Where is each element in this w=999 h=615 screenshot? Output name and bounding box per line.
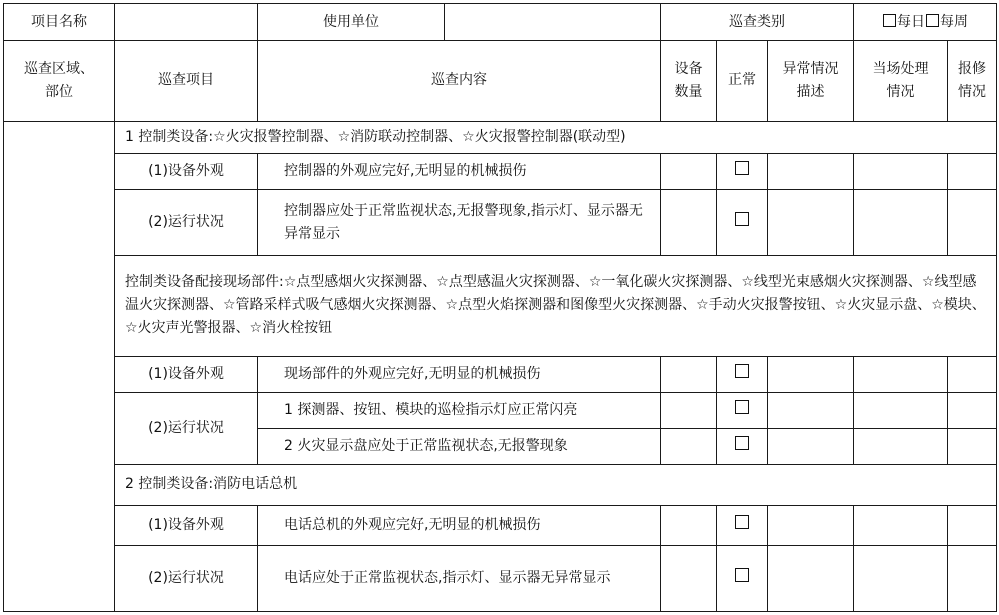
inspection-type-label: 巡查类别 (661, 4, 854, 41)
table-row (4, 356, 997, 392)
normal-checkbox[interactable] (735, 364, 749, 378)
repair-cell[interactable] (948, 505, 997, 545)
device-count-cell[interactable] (661, 392, 717, 428)
section-3-title: 2 控制类设备:消防电话总机 (115, 464, 997, 505)
col-content-header: 巡查内容 (258, 41, 661, 122)
table-row (4, 392, 997, 428)
abnormal-cell[interactable] (768, 392, 854, 428)
abnormal-cell[interactable] (768, 154, 854, 190)
content-text: 电话应处于正常监视状态,指示灯、显示器无异常显示 (258, 546, 661, 612)
content-text: 1 探测器、按钮、模块的巡检指示灯应正常闪亮 (258, 392, 661, 428)
project-name-label: 项目名称 (4, 4, 115, 41)
handling-cell[interactable] (854, 190, 948, 256)
normal-checkbox[interactable] (735, 161, 749, 175)
inspection-form-table (3, 3, 997, 612)
section-title-row (4, 464, 997, 505)
item-label: (2)运行状况 (115, 546, 258, 612)
abnormal-cell[interactable] (768, 546, 854, 612)
col-normal-header: 正常 (717, 41, 768, 122)
weekly-label: 每周 (940, 13, 968, 30)
device-count-cell[interactable] (661, 356, 717, 392)
col-abnormal-header: 异常情况描述 (768, 41, 854, 122)
column-header-row (4, 41, 997, 122)
item-label: (1)设备外观 (115, 154, 258, 190)
repair-cell[interactable] (948, 190, 997, 256)
col-handling-header: 当场处理情况 (854, 41, 948, 122)
area-cell[interactable] (4, 121, 115, 611)
device-count-cell[interactable] (661, 546, 717, 612)
section-title-row (4, 256, 997, 357)
section-title-row (4, 121, 997, 154)
item-label: (2)运行状况 (115, 392, 258, 464)
project-name-value[interactable] (115, 4, 258, 41)
inspection-type-options (854, 4, 997, 41)
content-text: 控制器应处于正常监视状态,无报警现象,指示灯、显示器无异常显示 (258, 190, 661, 256)
section-2-title: 控制类设备配接现场部件:☆点型感烟火灾探测器、☆点型感温火灾探测器、☆一氧化碳火灾探测器、☆线型光束感烟火灾探测器、☆线型感温火灾探测器、☆管路采样式吸气感烟火灾探测器、☆点型火焰探测器和图像型火灾探测器、☆手动火灾报警按钮、☆火灾显示盘、☆模块、☆火灾声光警报器、☆消火栓按钮 (115, 256, 997, 357)
content-text: 2 火灾显示盘应处于正常监视状态,无报警现象 (258, 428, 661, 464)
col-repair-header: 报修情况 (948, 41, 997, 122)
repair-cell[interactable] (948, 546, 997, 612)
handling-cell[interactable] (854, 356, 948, 392)
normal-checkbox[interactable] (735, 515, 749, 529)
item-label: (2)运行状况 (115, 190, 258, 256)
user-unit-value[interactable] (445, 4, 661, 41)
table-row (4, 546, 997, 612)
table-row (4, 505, 997, 545)
normal-cell (717, 154, 768, 190)
normal-cell (717, 356, 768, 392)
daily-label: 每日 (897, 13, 925, 30)
daily-checkbox[interactable] (883, 14, 896, 27)
normal-cell (717, 392, 768, 428)
normal-checkbox[interactable] (735, 436, 749, 450)
normal-checkbox[interactable] (735, 400, 749, 414)
normal-cell (717, 428, 768, 464)
device-count-cell[interactable] (661, 428, 717, 464)
table-row (4, 190, 997, 256)
repair-cell[interactable] (948, 154, 997, 190)
handling-cell[interactable] (854, 428, 948, 464)
abnormal-cell[interactable] (768, 428, 854, 464)
handling-cell[interactable] (854, 392, 948, 428)
normal-cell (717, 505, 768, 545)
col-area-header: 巡查区域、部位 (4, 41, 115, 122)
item-label: (1)设备外观 (115, 356, 258, 392)
abnormal-cell[interactable] (768, 505, 854, 545)
user-unit-label: 使用单位 (258, 4, 445, 41)
abnormal-cell[interactable] (768, 190, 854, 256)
content-text: 控制器的外观应完好,无明显的机械损伤 (258, 154, 661, 190)
item-label: (1)设备外观 (115, 505, 258, 545)
normal-checkbox[interactable] (735, 212, 749, 226)
col-device-count-header: 设备数量 (661, 41, 717, 122)
repair-cell[interactable] (948, 392, 997, 428)
table-row (4, 154, 997, 190)
form-header-row (4, 4, 997, 41)
normal-cell (717, 546, 768, 612)
handling-cell[interactable] (854, 154, 948, 190)
repair-cell[interactable] (948, 356, 997, 392)
weekly-checkbox[interactable] (926, 14, 939, 27)
handling-cell[interactable] (854, 505, 948, 545)
content-text: 电话总机的外观应完好,无明显的机械损伤 (258, 505, 661, 545)
handling-cell[interactable] (854, 546, 948, 612)
device-count-cell[interactable] (661, 154, 717, 190)
section-1-title: 1 控制类设备:☆火灾报警控制器、☆消防联动控制器、☆火灾报警控制器(联动型) (115, 121, 997, 154)
repair-cell[interactable] (948, 428, 997, 464)
normal-checkbox[interactable] (735, 568, 749, 582)
normal-cell (717, 190, 768, 256)
device-count-cell[interactable] (661, 190, 717, 256)
content-text: 现场部件的外观应完好,无明显的机械损伤 (258, 356, 661, 392)
device-count-cell[interactable] (661, 505, 717, 545)
abnormal-cell[interactable] (768, 356, 854, 392)
col-item-header: 巡查项目 (115, 41, 258, 122)
